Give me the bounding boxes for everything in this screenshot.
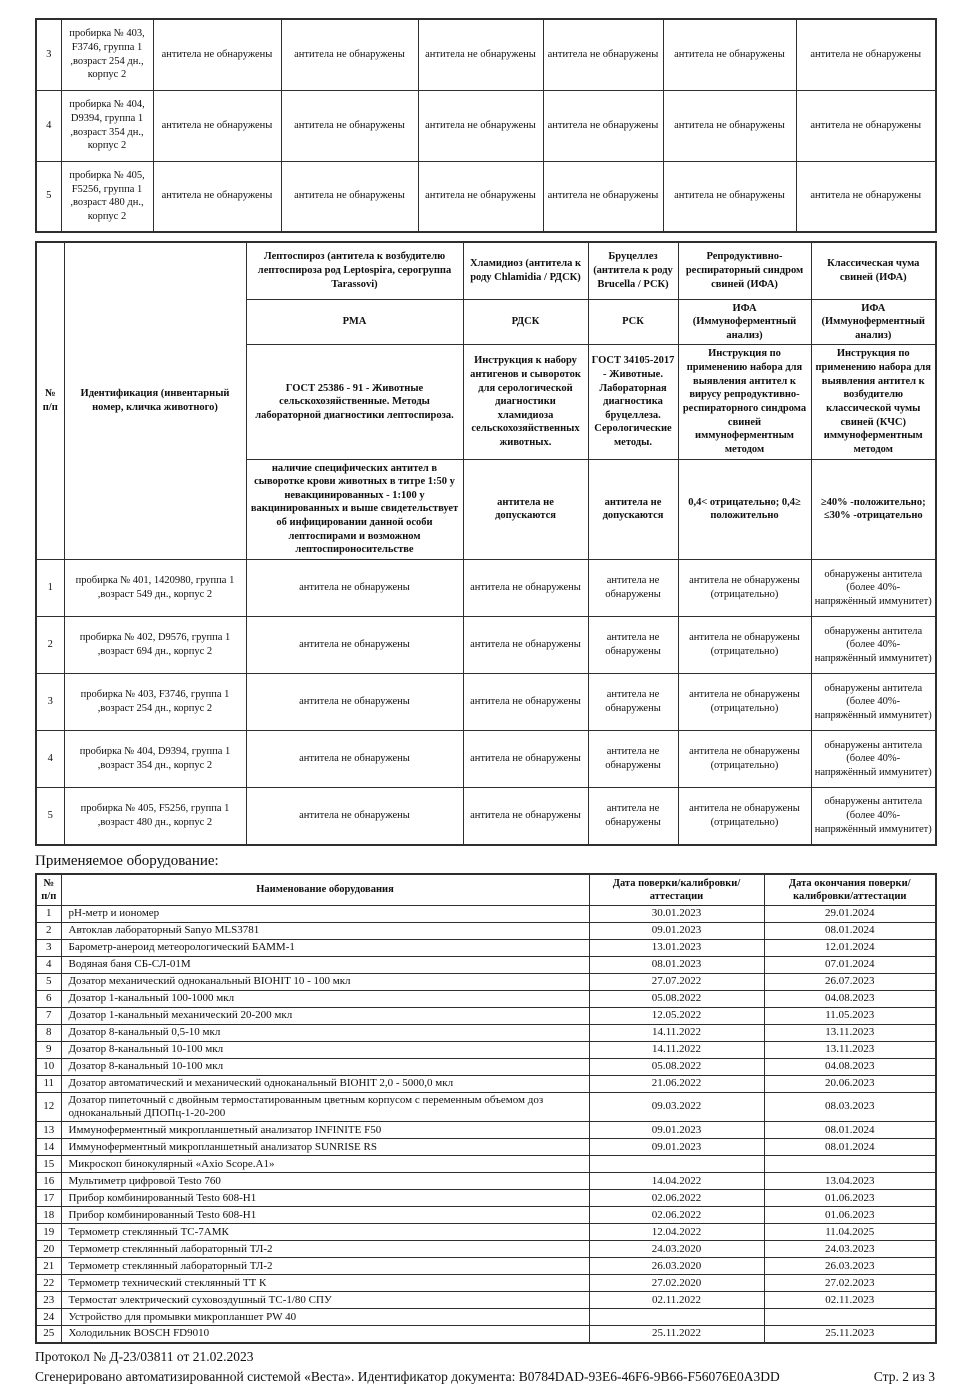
result-cell: обнаружены антитела (более 40%- напряжённый иммунитет) xyxy=(811,674,936,731)
table-row xyxy=(36,1309,936,1326)
result-cell: антитела не обнаружены xyxy=(281,19,418,90)
calibration-date-cell: 02.06.2022 xyxy=(589,1190,764,1207)
calibration-date-cell: 13.01.2023 xyxy=(589,939,764,956)
calibration-end-date-cell: 12.01.2024 xyxy=(764,939,936,956)
result-cell: антитела не обнаружены xyxy=(281,90,418,161)
row-number-cell: 1 xyxy=(36,560,64,617)
result-cell: антитела не обнаружены xyxy=(246,788,463,845)
equipment-name-cell: Прибор комбинированный Testo 608-H1 xyxy=(61,1207,589,1224)
calibration-end-date-cell: 04.08.2023 xyxy=(764,1058,936,1075)
row-number-cell: 3 xyxy=(36,19,61,90)
standard-cell: ГОСТ 25386 - 91 - Животные сельскохозяйственные. Методы лабораторной диагностики лептоспироза. xyxy=(246,345,463,459)
calibration-end-date-cell: 04.08.2023 xyxy=(764,990,936,1007)
result-cell: антитела не обнаружены xyxy=(543,90,663,161)
table-row xyxy=(36,1007,936,1024)
row-number-cell: 2 xyxy=(36,617,64,674)
row-number-cell: 5 xyxy=(36,788,64,845)
row-number-cell: 22 xyxy=(36,1275,61,1292)
table-row xyxy=(36,1024,936,1041)
calibration-date-cell: 26.03.2020 xyxy=(589,1258,764,1275)
calibration-end-date-cell: 08.03.2023 xyxy=(764,1092,936,1121)
row-number-cell: 9 xyxy=(36,1041,61,1058)
calibration-date-cell: 09.01.2023 xyxy=(589,1122,764,1139)
row-number-cell: 18 xyxy=(36,1207,61,1224)
row-number-cell: 5 xyxy=(36,161,61,232)
calibration-end-date-cell: 20.06.2023 xyxy=(764,1075,936,1092)
row-number-cell: 17 xyxy=(36,1190,61,1207)
method-cell: РСК xyxy=(588,299,678,345)
result-cell: антитела не обнаружены xyxy=(463,617,588,674)
result-cell: антитела не обнаружены xyxy=(796,19,936,90)
column-header-calibration-date: Дата поверки/калибровки/аттестации xyxy=(589,874,764,906)
table-row xyxy=(36,731,936,788)
method-cell: РДСК xyxy=(463,299,588,345)
equipment-name-cell: Иммуноферментный микропланшетный анализатор INFINITE F50 xyxy=(61,1122,589,1139)
calibration-end-date-cell: 29.01.2024 xyxy=(764,905,936,922)
column-header-identification: Идентификация (инвентарный номер, кличка животного) xyxy=(64,242,246,560)
column-header-leptospirosis: Лептоспироз (антитела к возбудителю лептоспироза род Leptospira, серогруппа Tarassovi) xyxy=(246,242,463,299)
table-row xyxy=(36,1092,936,1121)
table-row xyxy=(36,617,936,674)
method-cell: РМА xyxy=(246,299,463,345)
calibration-end-date-cell: 01.06.2023 xyxy=(764,1190,936,1207)
calibration-end-date-cell: 11.05.2023 xyxy=(764,1007,936,1024)
table-row xyxy=(36,990,936,1007)
serology-table-main xyxy=(35,241,937,846)
norm-cell: антитела не допускаются xyxy=(463,459,588,559)
result-cell: обнаружены антитела (более 40%- напряжённый иммунитет) xyxy=(811,617,936,674)
calibration-date-cell: 05.08.2022 xyxy=(589,990,764,1007)
row-number-cell: 23 xyxy=(36,1292,61,1309)
calibration-date-cell: 24.03.2020 xyxy=(589,1241,764,1258)
column-header-calibration-end-date: Дата окончания поверки/калибровки/аттестации xyxy=(764,874,936,906)
equipment-name-cell: Барометр-анероид метеорологический БАММ-1 xyxy=(61,939,589,956)
calibration-end-date-cell: 01.06.2023 xyxy=(764,1207,936,1224)
row-number-cell: 7 xyxy=(36,1007,61,1024)
calibration-date-cell: 02.06.2022 xyxy=(589,1207,764,1224)
result-cell: антитела не обнаружены (отрицательно) xyxy=(678,560,811,617)
table-row xyxy=(36,1275,936,1292)
column-header-brucellosis: Бруцеллез (антитела к роду Brucella / РСК) xyxy=(588,242,678,299)
identification-cell: пробирка № 404, D9394, группа 1 ,возраст 354 дн., корпус 2 xyxy=(64,731,246,788)
calibration-date-cell: 09.01.2023 xyxy=(589,922,764,939)
equipment-name-cell: Автоклав лабораторный Sanyo MLS3781 xyxy=(61,922,589,939)
protocol-number-line: Протокол № Д-23/03811 от 21.02.2023 xyxy=(35,1348,254,1364)
row-number-cell: 1 xyxy=(36,905,61,922)
calibration-date-cell: 05.08.2022 xyxy=(589,1058,764,1075)
row-number-cell: 3 xyxy=(36,939,61,956)
row-number-cell: 15 xyxy=(36,1156,61,1173)
table-row xyxy=(36,90,936,161)
table-row xyxy=(36,1207,936,1224)
calibration-end-date-cell: 02.11.2023 xyxy=(764,1292,936,1309)
table-row xyxy=(36,1241,936,1258)
result-cell: антитела не обнаружены (отрицательно) xyxy=(678,674,811,731)
column-header-chlamydia: Хламидиоз (антитела к роду Chlamidia / РДСК) xyxy=(463,242,588,299)
equipment-name-cell: Иммуноферментный микропланшетный анализатор SUNRISE RS xyxy=(61,1139,589,1156)
calibration-date-cell: 27.02.2020 xyxy=(589,1275,764,1292)
calibration-end-date-cell: 13.11.2023 xyxy=(764,1024,936,1041)
calibration-date-cell: 12.04.2022 xyxy=(589,1224,764,1241)
result-cell: антитела не обнаружены xyxy=(463,731,588,788)
calibration-end-date-cell: 24.03.2023 xyxy=(764,1241,936,1258)
table-row xyxy=(36,1292,936,1309)
result-cell: антитела не обнаружены xyxy=(246,674,463,731)
table-row xyxy=(36,1122,936,1139)
table-row xyxy=(36,1326,936,1343)
standard-cell: Инструкция по применению набора для выявления антител к вирусу репродуктивно-респираторного синдрома свиней иммуноферментным методом xyxy=(678,345,811,459)
calibration-date-cell: 09.01.2023 xyxy=(589,1139,764,1156)
result-cell: обнаружены антитела (более 40%- напряжённый иммунитет) xyxy=(811,788,936,845)
result-cell: антитела не обнаружены xyxy=(463,674,588,731)
result-cell: антитела не обнаружены xyxy=(418,19,543,90)
equipment-name-cell: Микроскоп бинокулярный «Axio Scope.A1» xyxy=(61,1156,589,1173)
identification-cell: пробирка № 401, 1420980, группа 1 ,возраст 549 дн., корпус 2 xyxy=(64,560,246,617)
calibration-date-cell: 09.03.2022 xyxy=(589,1092,764,1121)
calibration-date-cell: 14.04.2022 xyxy=(589,1173,764,1190)
table-row xyxy=(36,1224,936,1241)
calibration-date-cell: 30.01.2023 xyxy=(589,905,764,922)
calibration-end-date-cell: 25.11.2023 xyxy=(764,1326,936,1343)
identification-cell: пробирка № 405, F5256, группа 1 ,возраст 480 дн., корпус 2 xyxy=(64,788,246,845)
equipment-table xyxy=(35,873,937,1344)
calibration-end-date-cell: 27.02.2023 xyxy=(764,1275,936,1292)
calibration-date-cell: 14.11.2022 xyxy=(589,1041,764,1058)
equipment-name-cell: Дозатор 1-канальный 100-1000 мкл xyxy=(61,990,589,1007)
column-header-num: № п/п xyxy=(36,874,61,906)
equipment-name-cell: pH-метр и иономер xyxy=(61,905,589,922)
result-cell: антитела не обнаружены xyxy=(463,560,588,617)
result-cell: антитела не обнаружены xyxy=(153,19,281,90)
table-row xyxy=(36,1139,936,1156)
result-cell: антитела не обнаружены xyxy=(663,19,796,90)
table-row xyxy=(36,674,936,731)
standard-cell: ГОСТ 34105-2017 - Животные. Лабораторная диагностика бруцеллеза. Серологические методы. xyxy=(588,345,678,459)
equipment-name-cell: Холодильник BOSCH FD9010 xyxy=(61,1326,589,1343)
equipment-name-cell: Дозатор 8-канальный 10-100 мкл xyxy=(61,1041,589,1058)
row-number-cell: 25 xyxy=(36,1326,61,1343)
calibration-date-cell: 27.07.2022 xyxy=(589,973,764,990)
result-cell: антитела не обнаружены xyxy=(543,161,663,232)
calibration-date-cell: 25.11.2022 xyxy=(589,1326,764,1343)
equipment-name-cell: Водяная баня СБ-СЛ-01М xyxy=(61,956,589,973)
identification-cell: пробирка № 403, F3746, группа 1 ,возраст 254 дн., корпус 2 xyxy=(64,674,246,731)
table-row xyxy=(36,1190,936,1207)
table-row xyxy=(36,922,936,939)
equipment-name-cell: Мультиметр цифровой Testo 760 xyxy=(61,1173,589,1190)
calibration-date-cell: 12.05.2022 xyxy=(589,1007,764,1024)
table-header-row-diseases xyxy=(36,242,936,299)
result-cell: антитела не обнаружены xyxy=(588,674,678,731)
equipment-name-cell: Дозатор механический одноканальный BIOHIT 10 - 100 мкл xyxy=(61,973,589,990)
row-number-cell: 6 xyxy=(36,990,61,1007)
result-cell: обнаружены антитела (более 40%- напряжённый иммунитет) xyxy=(811,560,936,617)
table-row xyxy=(36,1075,936,1092)
result-cell: антитела не обнаружены xyxy=(796,90,936,161)
calibration-end-date-cell: 08.01.2024 xyxy=(764,922,936,939)
result-cell: антитела не обнаружены (отрицательно) xyxy=(678,731,811,788)
result-cell: антитела не обнаружены xyxy=(281,161,418,232)
equipment-name-cell: Термометр стеклянный лабораторный ТЛ-2 xyxy=(61,1241,589,1258)
row-number-cell: 11 xyxy=(36,1075,61,1092)
result-cell: антитела не обнаружены xyxy=(663,161,796,232)
result-cell: антитела не обнаружены xyxy=(588,560,678,617)
row-number-cell: 10 xyxy=(36,1058,61,1075)
result-cell: антитела не обнаружены xyxy=(796,161,936,232)
table-row xyxy=(36,956,936,973)
row-number-cell: 20 xyxy=(36,1241,61,1258)
table-row xyxy=(36,1058,936,1075)
equipment-name-cell: Устройство для промывки микропланшет PW 40 xyxy=(61,1309,589,1326)
calibration-end-date-cell: 11.04.2025 xyxy=(764,1224,936,1241)
table-row xyxy=(36,1173,936,1190)
table-row xyxy=(36,788,936,845)
result-cell: антитела не обнаружены xyxy=(588,788,678,845)
row-number-cell: 24 xyxy=(36,1309,61,1326)
calibration-end-date-cell xyxy=(764,1309,936,1326)
calibration-end-date-cell: 08.01.2024 xyxy=(764,1122,936,1139)
calibration-date-cell: 21.06.2022 xyxy=(589,1075,764,1092)
calibration-end-date-cell: 13.11.2023 xyxy=(764,1041,936,1058)
table-row xyxy=(36,1041,936,1058)
result-cell: антитела не обнаружены (отрицательно) xyxy=(678,788,811,845)
equipment-name-cell: Прибор комбинированный Testo 608-H1 xyxy=(61,1190,589,1207)
table-row xyxy=(36,560,936,617)
row-number-cell: 2 xyxy=(36,922,61,939)
row-number-cell: 4 xyxy=(36,731,64,788)
row-number-cell: 5 xyxy=(36,973,61,990)
calibration-date-cell: 08.01.2023 xyxy=(589,956,764,973)
standard-cell: Инструкция по применению набора для выявления антител к возбудителю классической чумы свиней (КЧС) иммуноферментным методом xyxy=(811,345,936,459)
result-cell: антитела не обнаружены (отрицательно) xyxy=(678,617,811,674)
row-number-cell: 3 xyxy=(36,674,64,731)
identification-cell: пробирка № 403, F3746, группа 1 ,возраст 254 дн., корпус 2 xyxy=(61,19,153,90)
table-row xyxy=(36,1258,936,1275)
equipment-name-cell: Термостат электрический суховоздушный ТС-1/80 СПУ xyxy=(61,1292,589,1309)
calibration-date-cell: 02.11.2022 xyxy=(589,1292,764,1309)
calibration-date-cell: 14.11.2022 xyxy=(589,1024,764,1041)
calibration-end-date-cell: 08.01.2024 xyxy=(764,1139,936,1156)
identification-cell: пробирка № 404, D9394, группа 1 ,возраст 354 дн., корпус 2 xyxy=(61,90,153,161)
result-cell: антитела не обнаружены xyxy=(588,617,678,674)
column-header-prrs: Репродуктивно-респираторный синдром свиней (ИФА) xyxy=(678,242,811,299)
norm-cell: антитела не допускаются xyxy=(588,459,678,559)
result-cell: антитела не обнаружены xyxy=(588,731,678,788)
norm-cell: 0,4< отрицательно; 0,4≥ положительно xyxy=(678,459,811,559)
calibration-date-cell xyxy=(589,1309,764,1326)
result-cell: обнаружены антитела (более 40%- напряжённый иммунитет) xyxy=(811,731,936,788)
row-number-cell: 4 xyxy=(36,956,61,973)
equipment-section-title: Применяемое оборудование: xyxy=(35,852,219,869)
identification-cell: пробирка № 405, F5256, группа 1 ,возраст 480 дн., корпус 2 xyxy=(61,161,153,232)
equipment-name-cell: Дозатор 1-канальный механический 20-200 мкл xyxy=(61,1007,589,1024)
equipment-name-cell: Дозатор пипеточный с двойным термостатированным цветным корпусом с переменным объемом доз одноканальный ДПОПц-1-20-200 xyxy=(61,1092,589,1121)
column-header-csf: Классическая чума свиней (ИФА) xyxy=(811,242,936,299)
identification-cell: пробирка № 402, D9576, группа 1 ,возраст 694 дн., корпус 2 xyxy=(64,617,246,674)
norm-cell: ≥40% -положительно; ≤30% -отрицательно xyxy=(811,459,936,559)
row-number-cell: 14 xyxy=(36,1139,61,1156)
table-row xyxy=(36,1156,936,1173)
equipment-name-cell: Термометр технический стеклянный ТТ К xyxy=(61,1275,589,1292)
column-header-num: № п/п xyxy=(36,242,64,560)
result-cell: антитела не обнаружены xyxy=(663,90,796,161)
generated-by-line: Сгенерировано автоматизированной системой «Веста». Идентификатор документа: B0784DAD-93E6-46F6-9B66-F56076E0A3DD xyxy=(35,1368,780,1384)
equipment-name-cell: Дозатор автоматический и механический одноканальный BIOHIT 2,0 - 5000,0 мкл xyxy=(61,1075,589,1092)
equipment-name-cell: Термометр стеклянный лабораторный ТЛ-2 xyxy=(61,1258,589,1275)
table-row xyxy=(36,905,936,922)
equipment-header-row xyxy=(36,874,936,906)
result-cell: антитела не обнаружены xyxy=(246,731,463,788)
column-header-equipment-name: Наименование оборудования xyxy=(61,874,589,906)
row-number-cell: 8 xyxy=(36,1024,61,1041)
row-number-cell: 4 xyxy=(36,90,61,161)
calibration-end-date-cell xyxy=(764,1156,936,1173)
serology-table-continuation xyxy=(35,18,937,233)
table-row xyxy=(36,973,936,990)
method-cell: ИФА (Иммуноферментный анализ) xyxy=(678,299,811,345)
page-footer xyxy=(35,1348,935,1387)
result-cell: антитела не обнаружены xyxy=(246,617,463,674)
result-cell: антитела не обнаружены xyxy=(543,19,663,90)
norm-cell: наличие специфических антител в сыворотке крови животных в титре 1:50 у невакцинированных - 1:100 у вакцинированных и выше свидетельствует об инфицировании данной особи лептоспирами и возможном лептоспироносительстве xyxy=(246,459,463,559)
method-cell: ИФА (Иммуноферментный анализ) xyxy=(811,299,936,345)
calibration-end-date-cell: 26.07.2023 xyxy=(764,973,936,990)
equipment-name-cell: Дозатор 8-канальный 10-100 мкл xyxy=(61,1058,589,1075)
table-row xyxy=(36,939,936,956)
calibration-date-cell xyxy=(589,1156,764,1173)
row-number-cell: 12 xyxy=(36,1092,61,1121)
result-cell: антитела не обнаружены xyxy=(153,161,281,232)
standard-cell: Инструкция к набору антигенов и сывороток для серологической диагностики хламидиоза сельскохозяйственных животных. xyxy=(463,345,588,459)
table-row xyxy=(36,19,936,90)
result-cell: антитела не обнаружены xyxy=(418,161,543,232)
calibration-end-date-cell: 13.04.2023 xyxy=(764,1173,936,1190)
result-cell: антитела не обнаружены xyxy=(463,788,588,845)
result-cell: антитела не обнаружены xyxy=(246,560,463,617)
result-cell: антитела не обнаружены xyxy=(418,90,543,161)
row-number-cell: 13 xyxy=(36,1122,61,1139)
calibration-end-date-cell: 26.03.2023 xyxy=(764,1258,936,1275)
page-number: Стр. 2 из 3 xyxy=(873,1368,935,1384)
result-cell: антитела не обнаружены xyxy=(153,90,281,161)
row-number-cell: 21 xyxy=(36,1258,61,1275)
equipment-name-cell: Дозатор 8-канальный 0,5-10 мкл xyxy=(61,1024,589,1041)
calibration-end-date-cell: 07.01.2024 xyxy=(764,956,936,973)
table-row xyxy=(36,161,936,232)
equipment-name-cell: Термометр стеклянный ТС-7АМК xyxy=(61,1224,589,1241)
row-number-cell: 19 xyxy=(36,1224,61,1241)
row-number-cell: 16 xyxy=(36,1173,61,1190)
